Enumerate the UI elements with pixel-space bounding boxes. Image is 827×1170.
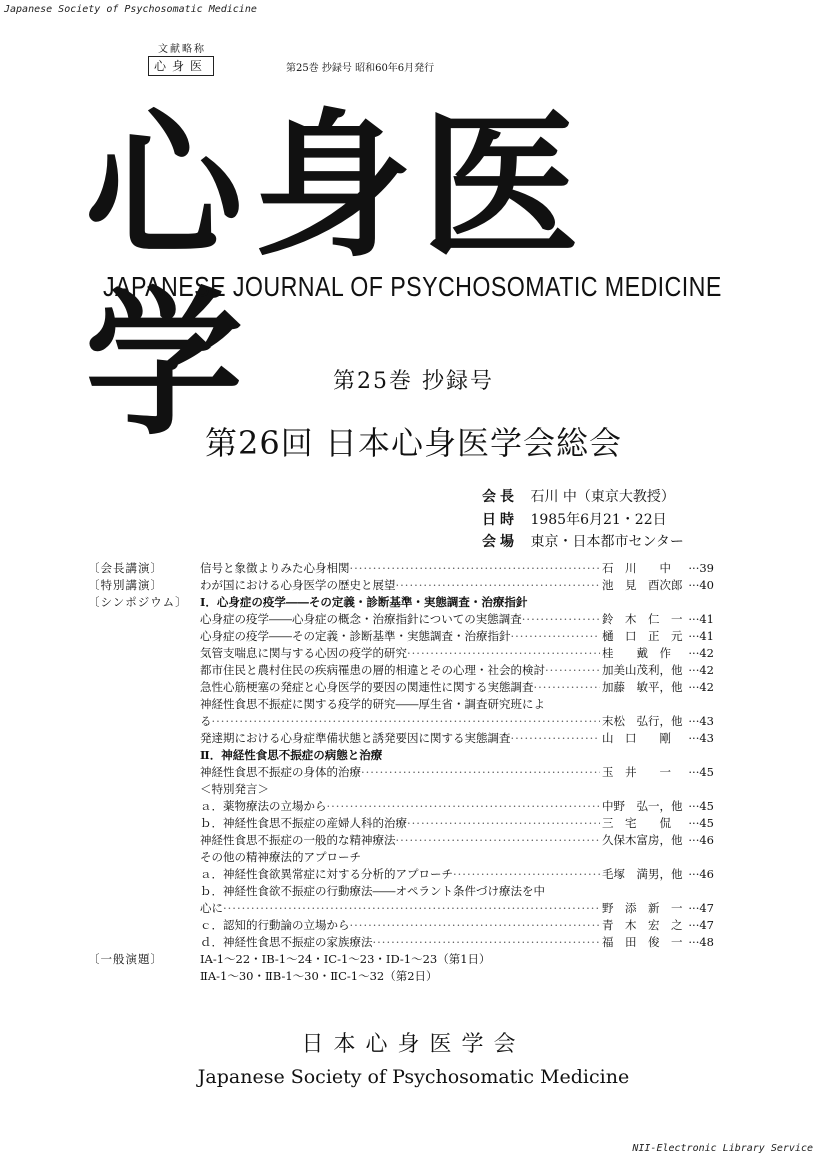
meta-key: 日時 [482,512,518,528]
toc-page-dots: ··· [688,646,700,660]
toc-page [670,662,714,679]
toc-row [88,849,714,866]
toc-page [670,645,714,662]
toc-page-dots: ··· [688,918,700,932]
toc-page [670,679,714,696]
toc-row [88,900,714,917]
volume-heading: 第25巻 抄録号 [333,369,494,394]
toc-category [88,917,200,934]
toc-author: 加美山茂利，他 [602,663,683,677]
meta-key: 会長 [482,489,518,505]
toc-leader [407,645,600,662]
congress-heading: 第26回 日本心身医学会総会 [205,424,622,462]
toc-category [88,747,200,764]
toc-page [670,815,714,832]
toc-title: 神経性食思不振症の身体的治療 [200,765,361,779]
toc-title: る [200,714,212,728]
journal-title-en: JAPANESE JOURNAL OF PSYCHOSOMATIC MEDICINE [103,271,722,302]
toc-author: 毛塚 満男，他 [602,867,683,881]
toc-page-number: 46 [699,833,714,847]
toc-row [88,934,714,951]
toc-row [88,917,714,934]
toc-leader [373,934,601,951]
toc-author: 加藤 敏平，他 [602,680,683,694]
toc-category [88,730,200,747]
toc-row [88,883,714,900]
toc-page-number: 47 [699,918,714,932]
toc-leader [223,900,600,917]
toc-page-dots: ··· [688,867,700,881]
toc-title: その他の精神療法的アプローチ [200,850,361,864]
toc-page-number: 46 [699,867,714,881]
toc-row [88,968,714,985]
toc-page [670,900,714,917]
abbreviation-box: 心身医 [148,56,214,76]
toc-row [88,628,714,645]
toc-category [88,934,200,951]
toc-author: 野 添 新 一 [602,901,683,915]
toc-category [88,645,200,662]
toc-category [88,679,200,696]
toc-page-number: 39 [699,561,714,575]
toc-page [670,934,714,951]
toc-leader [327,798,601,815]
toc-page-dots: ··· [688,680,700,694]
toc-page-number: 48 [699,935,714,949]
toc-row [88,594,714,611]
toc-author: 青 木 宏 之 [602,918,683,932]
toc-category: 〔会長講演〕 [88,561,163,575]
toc-page-dots: ··· [688,901,700,915]
toc-category [88,662,200,679]
toc-title: ｃ．認知的行動論の立場から [200,918,350,932]
toc-leader [453,866,600,883]
toc-title: ＜特別発言＞ [200,782,269,796]
toc-row [88,560,714,577]
toc-row [88,662,714,679]
toc-category [88,866,200,883]
table-of-contents [88,560,714,985]
toc-category [88,781,200,798]
journal-title: 心身医学 [85,95,589,457]
toc-row [88,951,714,968]
toc-leader [511,730,601,747]
toc-page [670,730,714,747]
toc-page-number: 43 [699,731,714,745]
toc-title: 都市住民と農村住民の疾病罹患の層的相違とその心理・社会的検討 [200,663,545,677]
toc-row [88,679,714,696]
toc-row [88,815,714,832]
toc-page [670,798,714,815]
toc-page-dots: ··· [688,663,700,677]
toc-leader [534,679,601,696]
toc-leader [522,611,600,628]
toc-page [670,577,714,594]
toc-page-number: 45 [699,799,714,813]
toc-title: 気管支喘息に関与する心因の疫学的研究 [200,646,407,660]
toc-row [88,611,714,628]
toc-title: Ⅰ．心身症の疫学――その定義・診断基準・実態調査・治療指針 [200,595,528,609]
toc-page-dots: ··· [688,612,700,626]
toc-author: 玉 井 一 [602,765,671,779]
toc-row [88,798,714,815]
meta-venue [482,531,684,551]
toc-category [88,764,200,781]
toc-title: Ⅱ．神経性食思不振症の病態と治療 [200,748,383,762]
toc-title: ｄ．神経性食思不振症の家族療法 [200,935,373,949]
toc-title: わが国における心身医学の歴史と展望 [200,578,396,592]
toc-page-dots: ··· [688,833,700,847]
toc-category [88,696,200,713]
toc-leader [361,764,600,781]
toc-title: ａ．薬物療法の立場から [200,799,327,813]
toc-page-number: 45 [699,816,714,830]
toc-title: 急性心筋梗塞の発症と心身医学的要因の関連性に関する実態調査 [200,680,534,694]
toc-page-number: 42 [699,646,714,660]
toc-page-dots: ··· [688,935,700,949]
toc-leader [350,560,601,577]
toc-page [670,832,714,849]
society-name: 日本心身医学会 [301,1032,526,1057]
toc-title: ａ．神経性食欲異常症に対する分析的アプローチ [200,867,453,881]
toc-page-dots: ··· [688,629,700,643]
toc-category [88,832,200,849]
toc-row [88,730,714,747]
toc-page [670,560,714,577]
toc-page-dots: ··· [688,799,700,813]
toc-page-number: 43 [699,714,714,728]
toc-leader [511,628,601,645]
watermark-bottom: NII-Electronic Library Service [632,1143,813,1154]
toc-row [88,781,714,798]
toc-leader [545,662,600,679]
toc-author: 中野 弘一，他 [602,799,683,813]
toc-page [670,611,714,628]
toc-page-number: 42 [699,680,714,694]
toc-author: 樋 口 正 元 [602,629,683,643]
toc-author: 三 宅 侃 [602,816,671,830]
toc-row [88,645,714,662]
toc-author: 鈴 木 仁 一 [602,612,683,626]
toc-title: ｂ．神経性食思不振症の産婦人科的治療 [200,816,407,830]
toc-page-dots: ··· [688,816,700,830]
meta-key: 会場 [482,534,518,550]
toc-title: 心身症の疫学――その定義・診断基準・実態調査・治療指針 [200,629,511,643]
issue-info: 第25巻 抄録号 昭和60年6月発行 [286,63,435,74]
toc-title: ⅠA-1～22・ⅠB-1～24・ⅠC-1～23・ⅠD-1～23（第1日） [200,952,491,966]
toc-category: 〔特別講演〕 [88,578,163,592]
toc-page-number: 41 [699,629,714,643]
toc-title: 神経性食思不振症の一般的な精神療法 [200,833,396,847]
toc-page-number: 40 [699,578,714,592]
toc-author: 福 田 俊 一 [602,935,683,949]
watermark-top: Japanese Society of Psychosomatic Medicine [4,4,257,15]
toc-title: 信号と象徴よりみた心身相関 [200,561,350,575]
toc-title: 神経性食思不振症に関する疫学的研究――厚生省・調査研究班によ [200,697,545,711]
meta-value: 1985年6月21・22日 [530,512,667,528]
toc-page-dots: ··· [688,578,700,592]
toc-title: 発達期における心身症準備状態と誘発要因に関する実態調査 [200,731,511,745]
toc-row [88,832,714,849]
toc-leader [407,815,600,832]
toc-author: 桂 戴 作 [602,646,671,660]
toc-title: 心に [200,901,223,915]
toc-row [88,696,714,713]
toc-row [88,866,714,883]
toc-page-number: 42 [699,663,714,677]
toc-page [670,866,714,883]
toc-row [88,577,714,594]
toc-category [88,883,200,900]
toc-row [88,713,714,730]
toc-leader [212,713,601,730]
meta-value: 東京・日本都市センター [530,534,684,550]
toc-author: 山 口 剛 [602,731,671,745]
toc-row [88,764,714,781]
toc-page-dots: ··· [688,714,700,728]
meta-value: 石川 中（東京大教授） [530,489,675,505]
toc-author: 久保木富房，他 [602,833,683,847]
toc-title: ｂ．神経性食欲不振症の行動療法――オペラント条件づけ療法を中 [200,884,545,898]
toc-page-dots: ··· [688,731,700,745]
toc-category: 〔一般演題〕 [88,952,163,966]
abbreviation-label: 文献略称 [158,44,206,55]
meta-president [482,486,675,506]
toc-page [670,628,714,645]
toc-page-number: 45 [699,765,714,779]
toc-author: 末松 弘行，他 [602,714,683,728]
toc-category [88,713,200,730]
toc-page [670,713,714,730]
toc-page-dots: ··· [688,765,700,779]
toc-title: 心身症の疫学――心身症の概念・治療指針についての実態調査 [200,612,522,626]
toc-category [88,628,200,645]
toc-category [88,611,200,628]
toc-category [88,815,200,832]
toc-author: 石 川 中 [602,561,671,575]
society-name-en: Japanese Society of Psychosomatic Medicine [197,1066,630,1088]
toc-leader [350,917,601,934]
toc-page [670,764,714,781]
toc-leader [396,577,601,594]
toc-category [88,798,200,815]
toc-leader [396,832,601,849]
toc-category [88,849,200,866]
toc-category [88,900,200,917]
toc-category: 〔シンポジウム〕 [88,595,188,609]
toc-title: ⅡA-1～30・ⅡB-1～30・ⅡC-1～32（第2日） [200,969,438,983]
toc-row [88,747,714,764]
toc-page-number: 47 [699,901,714,915]
meta-date [482,509,667,529]
toc-category [88,968,200,985]
toc-page-dots: ··· [688,561,700,575]
toc-page [670,917,714,934]
toc-author: 池 見 酉次郎 [602,578,683,592]
toc-page-number: 41 [699,612,714,626]
